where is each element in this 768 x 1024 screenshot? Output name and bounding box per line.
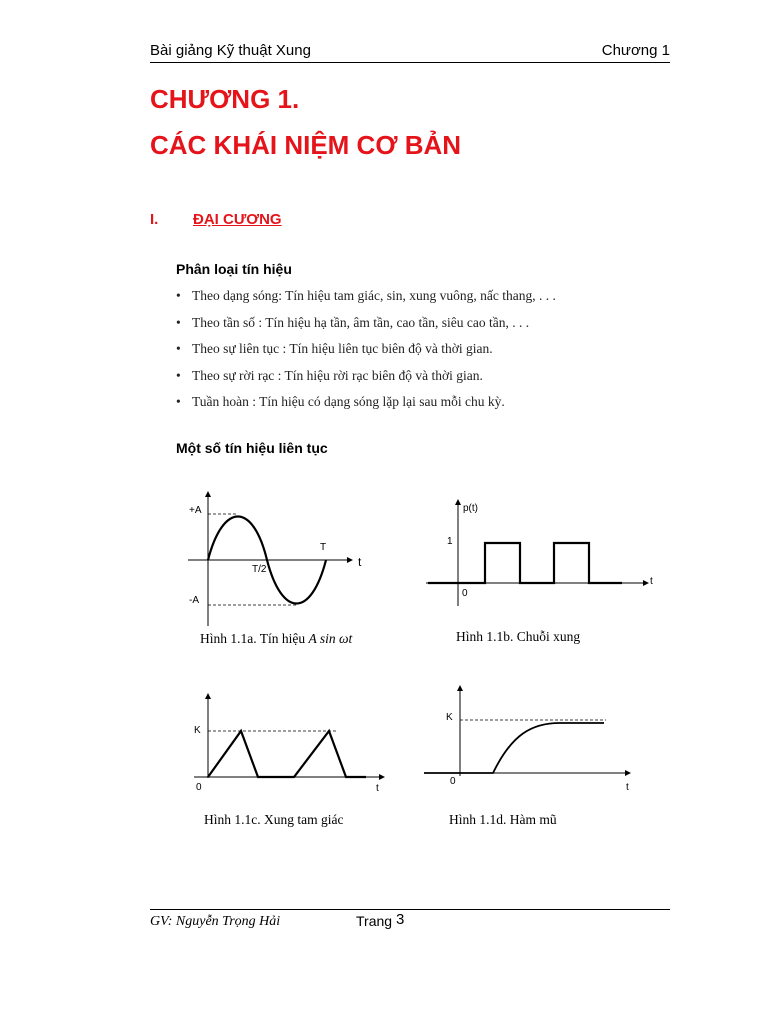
label-axis-t: t bbox=[376, 783, 379, 794]
label-pos-amp: +A bbox=[189, 505, 202, 516]
label-k: K bbox=[194, 725, 201, 736]
list-item: • Theo sự rời rạc : Tín hiệu rời rạc biên độ và thời gian. bbox=[176, 365, 556, 392]
classification-list bbox=[176, 285, 556, 418]
section-title: ĐẠI CƯƠNG bbox=[193, 211, 282, 228]
label-y: p(t) bbox=[463, 503, 478, 514]
pulse-signal bbox=[428, 543, 622, 583]
chapter-number: CHƯƠNG 1. bbox=[150, 84, 300, 114]
continuous-signals-heading: Một số tín hiệu liên tục bbox=[176, 440, 328, 456]
label-zero: 0 bbox=[450, 776, 456, 787]
caption-fig-d: Hình 1.1d. Hàm mũ bbox=[449, 812, 557, 827]
figure-exponential bbox=[420, 682, 640, 792]
list-item: • Theo dạng sóng: Tín hiệu tam giác, sin, xung vuông, nấc thang, . . . bbox=[176, 285, 556, 312]
label-neg-amp: -A bbox=[189, 595, 199, 606]
label-k: K bbox=[446, 712, 453, 723]
exponential-curve bbox=[424, 723, 604, 773]
page-header bbox=[150, 0, 670, 63]
list-item: • Tuần hoàn : Tín hiệu có dạng sóng lặp lại sau mỗi chu kỳ. bbox=[176, 391, 556, 418]
list-item: • Theo sự liên tục : Tín hiệu liên tục biên độ và thời gian. bbox=[176, 338, 556, 365]
caption-fig-b: Hình 1.1b. Chuỗi xung bbox=[456, 629, 581, 644]
label-zero: 0 bbox=[462, 588, 468, 599]
triangle-signal bbox=[208, 731, 366, 777]
page-footer bbox=[150, 909, 670, 950]
label-axis-t: t bbox=[358, 555, 362, 569]
caption-fig-a-formula: A sin ωt bbox=[308, 631, 353, 646]
header-chapter: Chương 1 bbox=[601, 42, 670, 59]
section-number: I. bbox=[150, 211, 159, 228]
label-zero: 0 bbox=[196, 782, 202, 793]
footer-author: GV: Nguyễn Trọng Hải bbox=[150, 914, 281, 929]
caption-fig-c: Hình 1.1c. Xung tam giác bbox=[204, 812, 344, 827]
label-half-period: T/2 bbox=[252, 564, 267, 575]
label-period: T bbox=[320, 542, 327, 553]
label-one: 1 bbox=[447, 536, 453, 547]
figure-pulse-train bbox=[420, 492, 660, 612]
footer-page-number: 3 bbox=[396, 911, 405, 928]
footer-page-label: Trang bbox=[356, 913, 393, 929]
chapter-title: CÁC KHÁI NIỆM CƠ BẢN bbox=[150, 130, 462, 160]
header-course-title: Bài giảng Kỹ thuật Xung bbox=[150, 42, 311, 59]
caption-fig-a bbox=[200, 631, 352, 647]
caption-fig-a-prefix: Hình 1.1a. Tín hiệu bbox=[200, 631, 309, 646]
classification-heading: Phân loại tín hiệu bbox=[176, 261, 292, 277]
figure-sine-wave bbox=[180, 488, 380, 628]
figure-triangle-pulses bbox=[186, 690, 386, 800]
label-axis-t: t bbox=[650, 576, 653, 587]
label-axis-t: t bbox=[626, 782, 629, 792]
list-item: • Theo tần số : Tín hiệu hạ tần, âm tần, cao tần, siêu cao tần, . . . bbox=[176, 312, 556, 339]
